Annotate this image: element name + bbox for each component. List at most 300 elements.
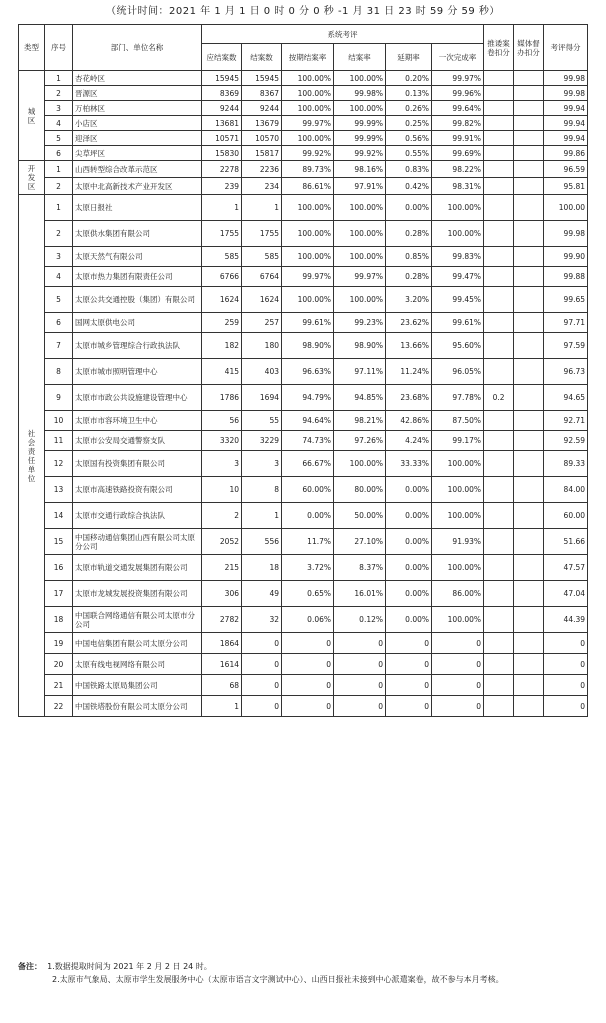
cell-score: 89.33 (544, 451, 588, 477)
cell-unit-name: 太原市市容环境卫生中心 (73, 411, 202, 431)
cell-closure-rate: 8.37% (334, 555, 386, 581)
cell-score: 94.65 (544, 385, 588, 411)
header-score: 考评得分 (544, 25, 588, 71)
cell-unit-name: 万柏林区 (73, 101, 202, 116)
cell-unit-name: 迎泽区 (73, 131, 202, 146)
cell-seq: 1 (45, 71, 73, 86)
cell-unit-name: 中国铁塔股份有限公司太原分公司 (73, 696, 202, 717)
cell-closed: 10570 (242, 131, 282, 146)
cell-unit-name: 中国联合网络通信有限公司太原市分公司 (73, 607, 202, 633)
cell-score: 97.71 (544, 313, 588, 333)
cell-closed: 8367 (242, 86, 282, 101)
cell-closure-rate: 97.11% (334, 359, 386, 385)
cell-closure-rate: 99.23% (334, 313, 386, 333)
cell-score: 51.66 (544, 529, 588, 555)
cell-first-time-rate: 86.00% (432, 581, 484, 607)
cell-push-deduct (484, 581, 514, 607)
cell-push-deduct (484, 101, 514, 116)
cell-push-deduct (484, 247, 514, 267)
cell-first-time-rate: 0 (432, 696, 484, 717)
cell-first-time-rate: 98.22% (432, 161, 484, 178)
cell-seq: 10 (45, 411, 73, 431)
cell-score: 47.04 (544, 581, 588, 607)
cell-first-time-rate: 99.17% (432, 431, 484, 451)
cell-seq: 6 (45, 313, 73, 333)
cell-unit-name: 太原市龙城发展投资集团有限公司 (73, 581, 202, 607)
table-row (19, 221, 588, 247)
cell-first-time-rate: 96.05% (432, 359, 484, 385)
cell-closed: 2236 (242, 161, 282, 178)
cell-media-deduct (514, 581, 544, 607)
cell-media-deduct (514, 607, 544, 633)
cell-delay-rate: 11.24% (386, 359, 432, 385)
cell-seq: 5 (45, 131, 73, 146)
cell-on-time-rate: 96.63% (282, 359, 334, 385)
cell-on-time-rate: 100.00% (282, 221, 334, 247)
cell-should-handle: 1 (202, 195, 242, 221)
cell-on-time-rate: 0 (282, 654, 334, 675)
cell-should-handle: 215 (202, 555, 242, 581)
cell-delay-rate: 0.00% (386, 195, 432, 221)
cell-on-time-rate: 100.00% (282, 195, 334, 221)
cell-score: 99.88 (544, 267, 588, 287)
cell-delay-rate: 0.55% (386, 146, 432, 161)
cell-unit-name: 晋源区 (73, 86, 202, 101)
cell-first-time-rate: 91.93% (432, 529, 484, 555)
cell-unit-name: 国网太原供电公司 (73, 313, 202, 333)
cell-closure-rate: 100.00% (334, 287, 386, 313)
cell-media-deduct (514, 146, 544, 161)
cell-on-time-rate: 99.61% (282, 313, 334, 333)
cell-delay-rate: 0.85% (386, 247, 432, 267)
cell-closure-rate: 98.16% (334, 161, 386, 178)
cell-on-time-rate: 86.61% (282, 178, 334, 195)
cell-unit-name: 太原日报社 (73, 195, 202, 221)
cell-unit-name: 太原市城市照明管理中心 (73, 359, 202, 385)
cell-first-time-rate: 99.83% (432, 247, 484, 267)
table-row (19, 529, 588, 555)
cell-seq: 3 (45, 247, 73, 267)
cell-media-deduct (514, 313, 544, 333)
cell-should-handle: 2 (202, 503, 242, 529)
cell-closure-rate: 100.00% (334, 195, 386, 221)
cell-first-time-rate: 100.00% (432, 477, 484, 503)
cell-score: 84.00 (544, 477, 588, 503)
cell-push-deduct: 0.2 (484, 385, 514, 411)
cell-first-time-rate: 100.00% (432, 451, 484, 477)
cell-first-time-rate: 100.00% (432, 503, 484, 529)
cell-on-time-rate: 100.00% (282, 287, 334, 313)
cell-first-time-rate: 99.91% (432, 131, 484, 146)
cell-closure-rate: 99.92% (334, 146, 386, 161)
cell-closed: 180 (242, 333, 282, 359)
cell-closure-rate: 0.12% (334, 607, 386, 633)
cell-on-time-rate: 99.92% (282, 146, 334, 161)
cell-unit-name: 尖草坪区 (73, 146, 202, 161)
cell-delay-rate: 0.20% (386, 71, 432, 86)
cell-media-deduct (514, 71, 544, 86)
cell-push-deduct (484, 431, 514, 451)
cell-closure-rate: 100.00% (334, 71, 386, 86)
evaluation-table (18, 24, 588, 717)
cell-unit-name: 杏花岭区 (73, 71, 202, 86)
table-row (19, 654, 588, 675)
cell-closure-rate: 99.98% (334, 86, 386, 101)
cell-media-deduct (514, 116, 544, 131)
cell-on-time-rate: 94.79% (282, 385, 334, 411)
cell-first-time-rate: 99.47% (432, 267, 484, 287)
cell-closed: 1 (242, 503, 282, 529)
cell-push-deduct (484, 359, 514, 385)
cell-delay-rate: 4.24% (386, 431, 432, 451)
cell-unit-name: 太原市公安局交通警察支队 (73, 431, 202, 451)
cell-seq: 9 (45, 385, 73, 411)
cell-closed: 1694 (242, 385, 282, 411)
table-row (19, 333, 588, 359)
cell-media-deduct (514, 654, 544, 675)
category-label: 开发区 (27, 164, 36, 191)
header-push-deduct: 推诿案卷扣分 (484, 25, 514, 71)
cell-delay-rate: 0.42% (386, 178, 432, 195)
category-label: 社会责任单位 (27, 428, 36, 483)
cell-unit-name: 小店区 (73, 116, 202, 131)
cell-score: 99.98 (544, 221, 588, 247)
cell-delay-rate: 0.26% (386, 101, 432, 116)
cell-push-deduct (484, 333, 514, 359)
cell-closed: 15945 (242, 71, 282, 86)
cell-on-time-rate: 100.00% (282, 71, 334, 86)
cell-unit-name: 山西转型综合改革示范区 (73, 161, 202, 178)
cell-score: 99.94 (544, 101, 588, 116)
cell-push-deduct (484, 131, 514, 146)
cell-first-time-rate: 100.00% (432, 195, 484, 221)
header-delay-rate: 延期率 (386, 44, 432, 71)
cell-score: 92.59 (544, 431, 588, 451)
cell-on-time-rate: 100.00% (282, 131, 334, 146)
cell-unit-name: 太原有线电视网络有限公司 (73, 654, 202, 675)
cell-closed: 15817 (242, 146, 282, 161)
cell-delay-rate: 0 (386, 675, 432, 696)
cell-first-time-rate: 0 (432, 654, 484, 675)
notes-label: 备注： (18, 962, 42, 971)
cell-score: 0 (544, 696, 588, 717)
cell-delay-rate: 0.00% (386, 529, 432, 555)
cell-seq: 18 (45, 607, 73, 633)
cell-score: 99.98 (544, 71, 588, 86)
cell-score: 99.90 (544, 247, 588, 267)
cell-push-deduct (484, 555, 514, 581)
cell-seq: 3 (45, 101, 73, 116)
cell-media-deduct (514, 529, 544, 555)
cell-closure-rate: 97.26% (334, 431, 386, 451)
cell-seq: 4 (45, 267, 73, 287)
table-row (19, 696, 588, 717)
cell-on-time-rate: 0 (282, 696, 334, 717)
cell-should-handle: 259 (202, 313, 242, 333)
table-row (19, 359, 588, 385)
table-row (19, 267, 588, 287)
cell-media-deduct (514, 633, 544, 654)
cell-first-time-rate: 99.97% (432, 71, 484, 86)
cell-closure-rate: 99.97% (334, 267, 386, 287)
cell-delay-rate: 42.86% (386, 411, 432, 431)
cell-score: 0 (544, 675, 588, 696)
cell-seq: 2 (45, 221, 73, 247)
cell-delay-rate: 0.00% (386, 581, 432, 607)
cell-push-deduct (484, 696, 514, 717)
cell-seq: 4 (45, 116, 73, 131)
cell-first-time-rate: 99.45% (432, 287, 484, 313)
cell-delay-rate: 3.20% (386, 287, 432, 313)
cell-score: 97.59 (544, 333, 588, 359)
cell-unit-name: 太原市高速铁路投资有限公司 (73, 477, 202, 503)
cell-push-deduct (484, 503, 514, 529)
category-cell (19, 195, 45, 717)
cell-seq: 5 (45, 287, 73, 313)
header-closure-rate: 结案率 (334, 44, 386, 71)
cell-on-time-rate: 89.73% (282, 161, 334, 178)
cell-unit-name: 太原国有投资集团有限公司 (73, 451, 202, 477)
cell-media-deduct (514, 451, 544, 477)
cell-closed: 403 (242, 359, 282, 385)
cell-closure-rate: 97.91% (334, 178, 386, 195)
table-body (19, 71, 588, 717)
cell-closed: 1 (242, 195, 282, 221)
cell-on-time-rate: 60.00% (282, 477, 334, 503)
cell-on-time-rate: 0 (282, 633, 334, 654)
cell-unit-name: 太原供水集团有限公司 (73, 221, 202, 247)
cell-closure-rate: 100.00% (334, 221, 386, 247)
cell-should-handle: 239 (202, 178, 242, 195)
cell-should-handle: 1624 (202, 287, 242, 313)
cell-closed: 1755 (242, 221, 282, 247)
cell-closed: 257 (242, 313, 282, 333)
table-row (19, 101, 588, 116)
cell-should-handle: 1755 (202, 221, 242, 247)
cell-media-deduct (514, 411, 544, 431)
cell-should-handle: 6766 (202, 267, 242, 287)
cell-push-deduct (484, 607, 514, 633)
cell-on-time-rate: 0 (282, 675, 334, 696)
cell-closure-rate: 50.00% (334, 503, 386, 529)
notes (18, 960, 593, 986)
cell-unit-name: 太原天然气有限公司 (73, 247, 202, 267)
cell-seq: 2 (45, 86, 73, 101)
cell-should-handle: 10571 (202, 131, 242, 146)
cell-delay-rate: 33.33% (386, 451, 432, 477)
cell-delay-rate: 23.68% (386, 385, 432, 411)
cell-closure-rate: 0 (334, 633, 386, 654)
cell-on-time-rate: 98.90% (282, 333, 334, 359)
cell-seq: 21 (45, 675, 73, 696)
cell-media-deduct (514, 555, 544, 581)
cell-delay-rate: 0.13% (386, 86, 432, 101)
cell-unit-name: 太原市城乡管理综合行政执法队 (73, 333, 202, 359)
cell-media-deduct (514, 267, 544, 287)
cell-delay-rate: 0.00% (386, 555, 432, 581)
cell-closed: 3 (242, 451, 282, 477)
cell-push-deduct (484, 313, 514, 333)
cell-score: 96.73 (544, 359, 588, 385)
table-row (19, 116, 588, 131)
cell-unit-name: 太原公共交通控股（集团）有限公司 (73, 287, 202, 313)
cell-unit-name: 太原中北高新技术产业开发区 (73, 178, 202, 195)
header-system-group: 系统考评 (202, 25, 484, 44)
cell-should-handle: 68 (202, 675, 242, 696)
table-row (19, 313, 588, 333)
cell-closure-rate: 100.00% (334, 247, 386, 267)
cell-push-deduct (484, 116, 514, 131)
table-row (19, 477, 588, 503)
cell-should-handle: 8369 (202, 86, 242, 101)
cell-seq: 7 (45, 333, 73, 359)
cell-first-time-rate: 99.61% (432, 313, 484, 333)
header-on-time-rate: 按期结案率 (282, 44, 334, 71)
cell-score: 92.71 (544, 411, 588, 431)
cell-seq: 1 (45, 161, 73, 178)
cell-media-deduct (514, 385, 544, 411)
cell-seq: 12 (45, 451, 73, 477)
cell-delay-rate: 23.62% (386, 313, 432, 333)
cell-closure-rate: 80.00% (334, 477, 386, 503)
cell-first-time-rate: 98.31% (432, 178, 484, 195)
cell-delay-rate: 0.00% (386, 503, 432, 529)
cell-should-handle: 56 (202, 411, 242, 431)
table-row (19, 411, 588, 431)
table-row (19, 161, 588, 178)
cell-first-time-rate: 95.60% (432, 333, 484, 359)
cell-seq: 14 (45, 503, 73, 529)
cell-push-deduct (484, 287, 514, 313)
cell-push-deduct (484, 654, 514, 675)
header-unit: 部门、单位名称 (73, 25, 202, 71)
cell-seq: 11 (45, 431, 73, 451)
cell-closed: 9244 (242, 101, 282, 116)
cell-closure-rate: 99.99% (334, 116, 386, 131)
cell-push-deduct (484, 529, 514, 555)
cell-unit-name: 中国铁路太原局集团公司 (73, 675, 202, 696)
cell-score: 99.94 (544, 131, 588, 146)
table-row (19, 385, 588, 411)
cell-closed: 0 (242, 696, 282, 717)
table-row (19, 287, 588, 313)
cell-seq: 16 (45, 555, 73, 581)
cell-delay-rate: 0 (386, 633, 432, 654)
cell-on-time-rate: 100.00% (282, 247, 334, 267)
cell-delay-rate: 0.25% (386, 116, 432, 131)
table-row (19, 607, 588, 633)
cell-media-deduct (514, 431, 544, 451)
table-row (19, 675, 588, 696)
cell-closed: 32 (242, 607, 282, 633)
cell-push-deduct (484, 633, 514, 654)
cell-should-handle: 1864 (202, 633, 242, 654)
category-cell (19, 71, 45, 161)
cell-closed: 0 (242, 633, 282, 654)
cell-closure-rate: 0 (334, 696, 386, 717)
cell-score: 100.00 (544, 195, 588, 221)
cell-should-handle: 10 (202, 477, 242, 503)
cell-first-time-rate: 99.82% (432, 116, 484, 131)
cell-closure-rate: 0 (334, 654, 386, 675)
cell-delay-rate: 0.28% (386, 221, 432, 247)
cell-closure-rate: 100.00% (334, 101, 386, 116)
cell-push-deduct (484, 221, 514, 247)
cell-push-deduct (484, 267, 514, 287)
cell-score: 44.39 (544, 607, 588, 633)
cell-should-handle: 15945 (202, 71, 242, 86)
cell-should-handle: 15830 (202, 146, 242, 161)
cell-should-handle: 2052 (202, 529, 242, 555)
cell-media-deduct (514, 247, 544, 267)
cell-push-deduct (484, 71, 514, 86)
cell-seq: 8 (45, 359, 73, 385)
cell-first-time-rate: 100.00% (432, 221, 484, 247)
cell-first-time-rate: 0 (432, 633, 484, 654)
cell-unit-name: 太原市市政公共设施建设管理中心 (73, 385, 202, 411)
table-row (19, 195, 588, 221)
cell-seq: 6 (45, 146, 73, 161)
cell-should-handle: 585 (202, 247, 242, 267)
cell-media-deduct (514, 178, 544, 195)
cell-should-handle: 1 (202, 696, 242, 717)
table-row (19, 178, 588, 195)
cell-on-time-rate: 11.7% (282, 529, 334, 555)
cell-media-deduct (514, 287, 544, 313)
cell-should-handle: 2782 (202, 607, 242, 633)
cell-media-deduct (514, 195, 544, 221)
cell-push-deduct (484, 195, 514, 221)
cell-closure-rate: 100.00% (334, 451, 386, 477)
header-first-time-rate: 一次完成率 (432, 44, 484, 71)
cell-closed: 585 (242, 247, 282, 267)
cell-score: 96.59 (544, 161, 588, 178)
cell-delay-rate: 0 (386, 696, 432, 717)
cell-closed: 556 (242, 529, 282, 555)
cell-on-time-rate: 3.72% (282, 555, 334, 581)
cell-unit-name: 中国移动通信集团山西有限公司太原分公司 (73, 529, 202, 555)
cell-on-time-rate: 74.73% (282, 431, 334, 451)
table-row (19, 431, 588, 451)
cell-seq: 2 (45, 178, 73, 195)
cell-first-time-rate: 99.69% (432, 146, 484, 161)
cell-on-time-rate: 99.97% (282, 116, 334, 131)
cell-delay-rate: 0.28% (386, 267, 432, 287)
cell-score: 99.86 (544, 146, 588, 161)
cell-media-deduct (514, 675, 544, 696)
cell-score: 95.81 (544, 178, 588, 195)
cell-closed: 55 (242, 411, 282, 431)
table-row (19, 86, 588, 101)
cell-closure-rate: 99.99% (334, 131, 386, 146)
table-row (19, 247, 588, 267)
cell-media-deduct (514, 333, 544, 359)
cell-seq: 1 (45, 195, 73, 221)
cell-delay-rate: 0.00% (386, 607, 432, 633)
cell-on-time-rate: 100.00% (282, 86, 334, 101)
cell-on-time-rate: 0.00% (282, 503, 334, 529)
cell-closed: 13679 (242, 116, 282, 131)
cell-push-deduct (484, 451, 514, 477)
cell-seq: 15 (45, 529, 73, 555)
category-cell (19, 161, 45, 195)
cell-closure-rate: 98.90% (334, 333, 386, 359)
cell-should-handle: 3320 (202, 431, 242, 451)
cell-media-deduct (514, 359, 544, 385)
cell-media-deduct (514, 477, 544, 503)
cell-media-deduct (514, 503, 544, 529)
cell-should-handle: 182 (202, 333, 242, 359)
